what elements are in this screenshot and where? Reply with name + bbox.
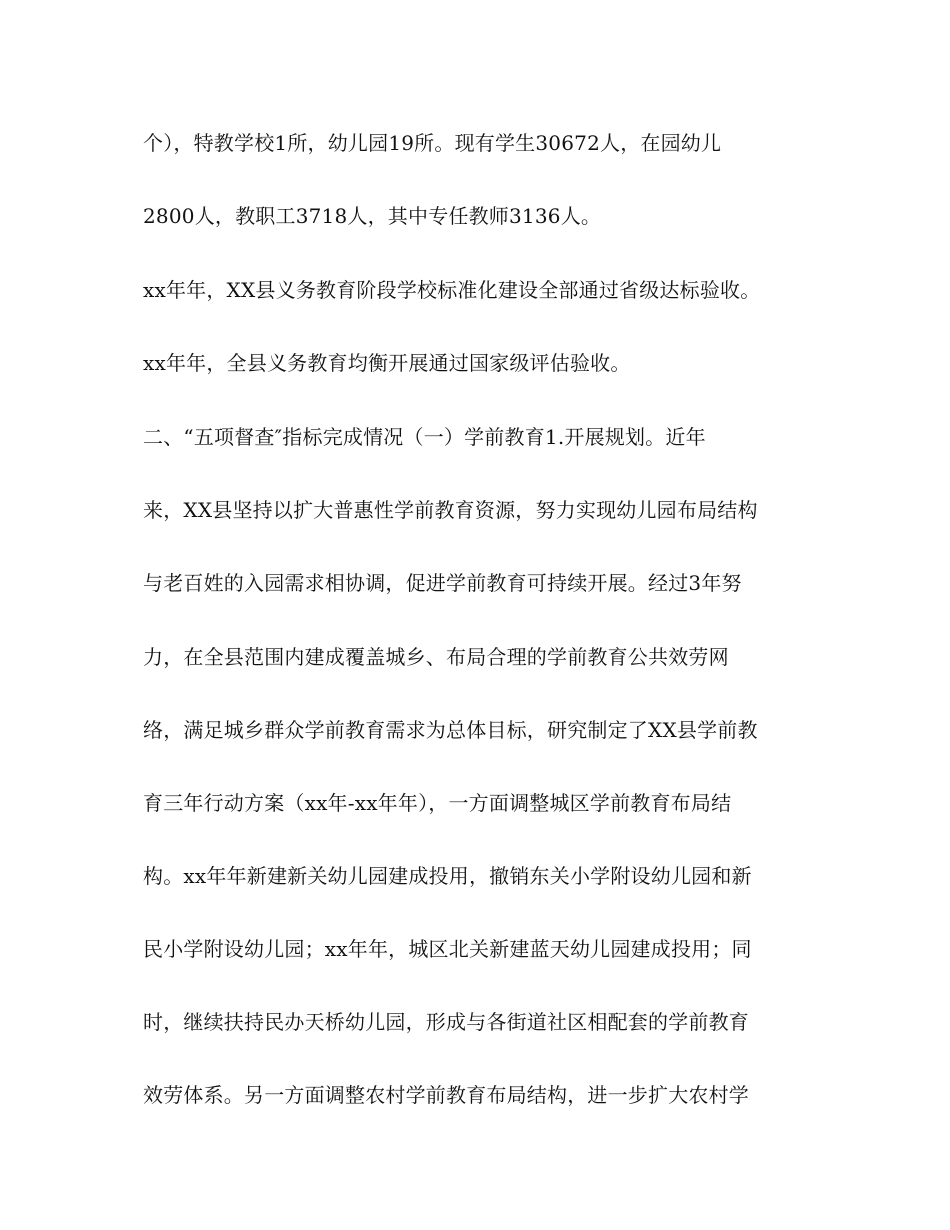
- text-line: 时，继续扶持民办天桥幼儿园，形成与各街道社区相配套的学前教育: [143, 1010, 749, 1034]
- text-line: 效劳体系。另一方面调整农村学前教育布局结构，进一步扩大农村学: [143, 1083, 749, 1107]
- text-line: 构。xx年年新建新关幼儿园建成投用，撤销东关小学附设幼儿园和新: [143, 864, 752, 888]
- text-line: xx年年，全县义务教育均衡开展通过国家级评估验收。: [143, 351, 631, 375]
- text-line: 个），特教学校1所，幼儿园19所。现有学生30672人，在园幼儿: [143, 131, 722, 155]
- text-line: 络，满足城乡群众学前教育需求为总体目标，研究制定了XX县学前教: [143, 718, 758, 742]
- text-line: 来，XX县坚持以扩大普惠性学前教育资源，努力实现幼儿园布局结构: [143, 498, 758, 522]
- text-line: 二、“五项督查″指标完成情况（一）学前教育1.开展规划。近年: [143, 425, 706, 449]
- text-line: 育三年行动方案（xx年-xx年年），一方面调整城区学前教育布局结: [143, 791, 732, 815]
- text-line: 与老百姓的入园需求相协调，促进学前教育可持续开展。经过3年努: [143, 571, 742, 595]
- text-line: 2800人，教职工3718人，其中专任教师3136人。: [143, 204, 602, 228]
- text-line: 民小学附设幼儿园；xx年年，城区北关新建蓝天幼儿园建成投用；同: [143, 937, 752, 961]
- text-line: xx年年，XX县义务教育阶段学校标准化建设全部通过省级达标验收。: [143, 278, 761, 302]
- text-line: 力，在全县范围内建成覆盖城乡、布局合理的学前教育公共效劳网: [143, 645, 729, 669]
